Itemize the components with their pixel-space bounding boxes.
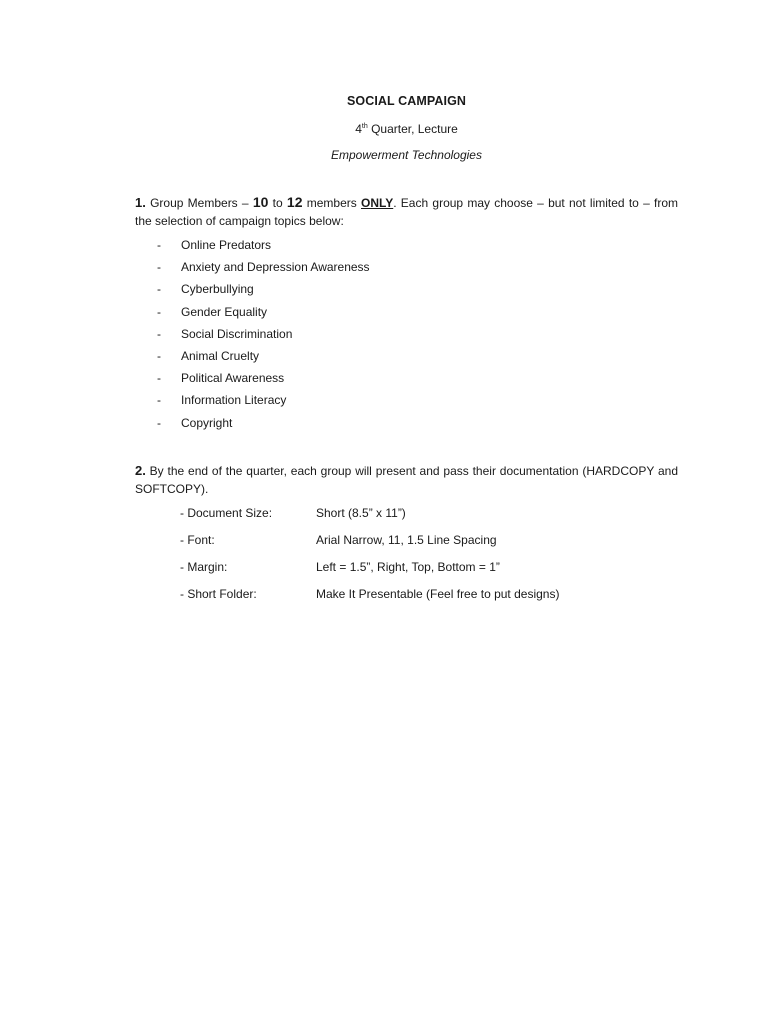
list-dash: - [157, 260, 161, 275]
list-item [157, 280, 370, 302]
list-item [157, 325, 370, 347]
section-1-number: 1. [135, 195, 146, 210]
list-dash: - [157, 393, 161, 408]
requirement-value: Short (8.5” x 11”) [316, 506, 406, 520]
topic-label: Gender Equality [181, 304, 268, 319]
list-dash: - [157, 415, 161, 430]
requirement-value: Left = 1.5”, Right, Top, Bottom = 1” [316, 560, 500, 574]
requirement-row [180, 585, 559, 612]
document-subtitle [0, 122, 768, 136]
list-dash: - [157, 282, 161, 297]
section-1-text-b: to [268, 196, 287, 210]
requirement-row [180, 504, 559, 531]
topic-label: Social Discrimination [181, 326, 293, 341]
list-item [157, 303, 370, 325]
topic-label: Information Literacy [181, 393, 287, 408]
list-dash: - [157, 348, 161, 363]
requirement-value: Make It Presentable (Feel free to put designs) [316, 587, 560, 601]
requirement-label: - Margin: [180, 560, 228, 574]
quarter-label: Quarter, Lecture [367, 122, 458, 136]
list-item [157, 369, 370, 391]
list-item [157, 258, 370, 280]
requirement-label: - Document Size: [180, 506, 273, 520]
section-1-text-a: Group Members – [145, 196, 253, 210]
list-item [157, 391, 370, 413]
max-members: 12 [286, 194, 303, 210]
requirement-label: - Short Folder: [180, 587, 257, 601]
topic-label: Anxiety and Depression Awareness [181, 260, 370, 275]
section-2-number: 2. [135, 463, 146, 478]
list-dash: - [157, 238, 161, 252]
requirement-row [180, 558, 559, 585]
topic-label: Cyberbullying [181, 282, 254, 297]
campaign-topics-list [157, 236, 370, 436]
topic-label: Copyright [181, 415, 233, 430]
quarter-number: 4 [355, 122, 362, 136]
section-2-text: By the end of the quarter, each group will present and pass their documentation (HARDCOPY and SOFTCOPY). [135, 464, 678, 496]
document-title: SOCIAL CAMPAIGN [346, 94, 467, 108]
list-dash: - [157, 371, 161, 386]
topic-label: Political Awareness [181, 371, 285, 386]
topic-label: Animal Cruelty [181, 348, 260, 363]
list-item [157, 236, 370, 258]
requirements-list [180, 504, 559, 612]
list-item [157, 347, 370, 369]
document-subject: Empowerment Technologies [331, 148, 482, 162]
only-emphasis: ONLY [361, 196, 394, 210]
section-1-paragraph [135, 193, 678, 230]
section-1-text-d: . Each group may choose – but not limited to – from the selection of campaign topics below: [135, 196, 679, 228]
list-dash: - [157, 304, 161, 319]
min-members: 10 [252, 194, 269, 210]
list-dash: - [157, 326, 161, 341]
requirement-value: Arial Narrow, 11, 1.5 Line Spacing [316, 533, 497, 547]
topic-label: Online Predators [181, 238, 272, 252]
requirement-label: - Font: [180, 533, 215, 547]
quarter-ordinal: th [361, 123, 368, 130]
section-2-paragraph [135, 462, 678, 498]
list-item [157, 414, 370, 436]
section-1-text-c: members [302, 196, 361, 210]
requirement-row [180, 531, 559, 558]
